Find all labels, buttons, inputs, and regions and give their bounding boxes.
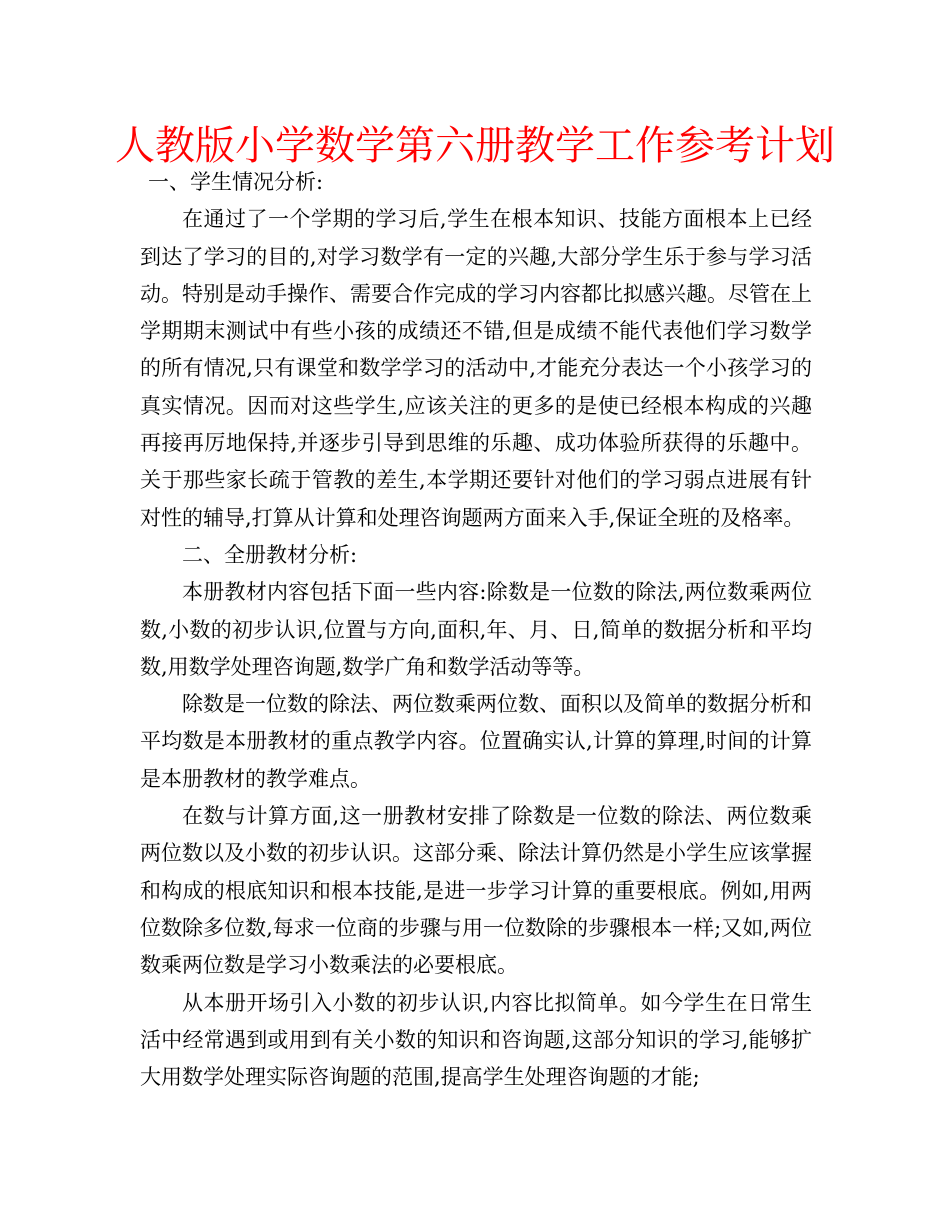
paragraph-decimals-intro: 从本册开场引入小数的初步认识,内容比拟简单。如今学生在日常生活中经常遇到或用到有关小数的知识和咨询题,这部分知识的学习,能够扩大用数学处理实际咨询题的范围,提高学生处理咨询题的才能;	[140, 990, 812, 1090]
section-heading-student-analysis: 一、学生情况分析:	[148, 170, 324, 194]
paragraph-textbook-contents: 本册教材内容包括下面一些内容:除数是一位数的除法,两位数乘两位数,小数的初步认识,位置与方向,面积,年、月、日,简单的数据分析和平均数,用数学处理咨询题,数学广角和数学活动等等。	[140, 580, 812, 679]
document-body	[140, 164, 812, 1096]
paragraph-number-calculation: 在数与计算方面,这一册教材安排了除数是一位数的除法、两位数乘两位数以及小数的初步认识。这部分乘、除法计算仍然是小学生应该掌握和构成的根底知识和根本技能,是进一步学习计算的重要根底。例如,用两位数除多位数,每求一位商的步骤与用一位数除的步骤根本一样;又如,两位数乘两位数是学习小数乘法的必要根底。	[140, 804, 812, 978]
paragraph-key-points: 除数是一位数的除法、两位数乘两位数、面积以及简单的数据分析和平均数是本册教材的重点教学内容。位置确实认,计算的算理,时间的计算是本册教材的教学难点。	[140, 692, 812, 791]
paragraph-student-analysis: 在通过了一个学期的学习后,学生在根本知识、技能方面根本上已经到达了学习的目的,对学习数学有一定的兴趣,大部分学生乐于参与学习活动。特别是动手操作、需要合作完成的学习内容都比拟感兴趣。尽管在上学期期末测试中有些小孩的成绩还不错,但是成绩不能代表他们学习数学的所有情况,只有课堂和数学学习的活动中,才能充分表达一个小孩学习的真实情况。因而对这些学生,应该关注的更多的是使已经根本构成的兴趣再接再厉地保持,并逐步引导到思维的乐趣、成功体验所获得的乐趣中。关于那些家长疏于管教的差生,本学期还要针对他们的学习弱点进展有针对性的辅导,打算从计算和处理咨询题两方面来入手,保证全班的及格率。	[140, 207, 812, 530]
section-heading-textbook-analysis: 二、全册教材分析:	[182, 542, 358, 567]
document-title: 人教版小学数学第六册教学工作参考计划	[115, 123, 835, 169]
